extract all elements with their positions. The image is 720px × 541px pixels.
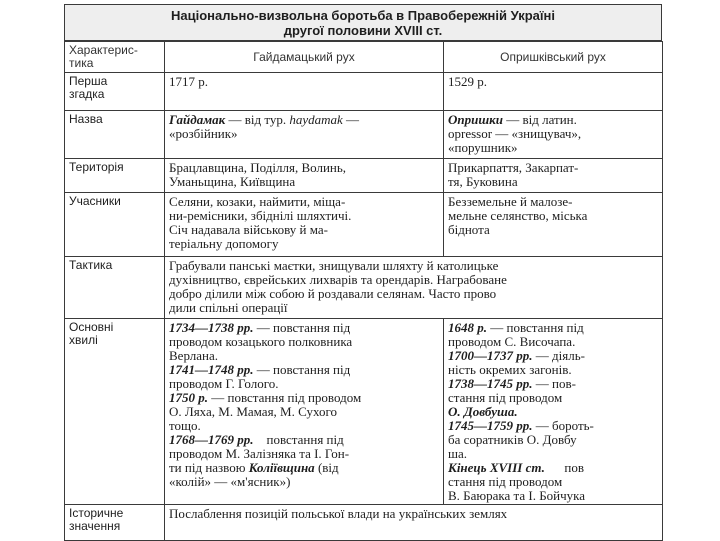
label-line: Тактика (69, 258, 113, 272)
cell-line: проводом Г. Голого. (169, 376, 279, 391)
label-participants (65, 193, 165, 257)
label-line: Історичне (69, 506, 124, 520)
cell-line: Брацлавщина, Поділля, Волинь, (169, 160, 347, 175)
cell-line: «колій» — «м'ясник») (169, 474, 291, 489)
row-waves (65, 319, 663, 505)
row-participants (65, 193, 663, 257)
cell-line: Селяни, козаки, наймити, міща- (169, 194, 346, 209)
text-fragment: (від (314, 460, 339, 475)
cell-line: Прикарпаття, Закарпат- (448, 160, 579, 175)
label-line: згадка (69, 87, 105, 101)
text-fragment: — пов- (532, 376, 576, 391)
table-title-line2: другої половини XVIII ст. (283, 22, 443, 38)
label-first-mention (65, 73, 165, 111)
cell-line: ни-ремісники, збіднілі шляхтичі. (169, 208, 352, 223)
cell-line: ша. (448, 446, 468, 461)
row-first-mention (65, 73, 663, 111)
text-fragment: — повстання під (253, 362, 351, 377)
cell-line: opressor — «знищувач», (448, 126, 582, 141)
label-territory (65, 159, 165, 193)
cell-significance: Послаблення позицій польської влади на українських землях (165, 505, 663, 541)
label-waves (65, 319, 165, 505)
header-opryshky: Опришківський рух (444, 42, 663, 73)
cell-line: добро ділили між собою й роздавали селянам. Часто прово (169, 286, 497, 301)
row-significance (65, 505, 663, 541)
cell-line (448, 377, 658, 391)
cell-haidamaky-participants (165, 193, 444, 257)
cell-line: тощо. (169, 418, 201, 433)
cell-line: проводом козацького полковника (169, 334, 353, 349)
header-characteristic (65, 42, 165, 73)
label-line: Територія (69, 160, 124, 174)
row-territory (65, 159, 663, 193)
text-fragment: — від латин. (503, 112, 577, 127)
foreign-word: haydamak (289, 112, 343, 127)
text-fragment: — від тур. (225, 112, 290, 127)
cell-line (169, 433, 439, 447)
header-characteristic-line2: тика (69, 56, 94, 70)
text-fragment: — (342, 112, 360, 127)
comparison-table (64, 41, 663, 541)
cell-opryshky-waves (444, 319, 663, 505)
term-opryshky: Опришки (448, 112, 503, 127)
cell-opryshky-first-mention: 1529 р. (444, 73, 663, 111)
date-term: Кінець XVIII ст. (448, 460, 545, 475)
cell-line: проводом М. Залізняка та І. Гон- (169, 446, 350, 461)
term-koliivshchyna: Коліївщина (248, 460, 315, 475)
label-name (65, 111, 165, 159)
cell-line (169, 363, 439, 377)
cell-line: Уманьщина, Київщина (169, 174, 296, 189)
date-term: 1700—1737 рр. (448, 348, 533, 363)
cell-line: ність окремих загонів. (448, 362, 572, 377)
date-term: 1745—1759 рр. (448, 418, 533, 433)
history-table-page (64, 4, 662, 533)
cell-line (169, 321, 439, 335)
date-term: 1648 р. (448, 320, 487, 335)
label-line: Учасники (69, 194, 121, 208)
cell-opryshky-territory (444, 159, 663, 193)
row-name (65, 111, 663, 159)
cell-line (169, 461, 439, 475)
label-tactics (65, 257, 165, 319)
cell-line: ба соратників О. Довбу (448, 432, 577, 447)
cell-line (169, 391, 439, 405)
cell-haidamaky-waves (165, 319, 444, 505)
cell-line: «порушник» (448, 140, 518, 155)
cell-line: мельне селянство, міська (448, 208, 588, 223)
label-line: Назва (69, 112, 103, 126)
cell-line: біднота (448, 222, 490, 237)
cell-line: проводом С. Височапа. (448, 334, 576, 349)
cell-line: дили спільні операції (169, 300, 288, 315)
cell-opryshky-participants (444, 193, 663, 257)
text-fragment: — діяль- (532, 348, 585, 363)
label-line: Перша (69, 74, 108, 88)
text-fragment: пов (544, 460, 585, 475)
header-haidamaky: Гайдамацький рух (165, 42, 444, 73)
date-term: 1738—1745 рр. (448, 376, 533, 391)
date-term: 1768—1769 рр. (169, 432, 254, 447)
term-haidamak: Гайдамак (169, 112, 226, 127)
text-fragment: повстання під (253, 432, 344, 447)
cell-line: В. Баюрака та І. Бойчука (448, 488, 586, 503)
header-row (65, 42, 663, 73)
label-line: значення (69, 519, 121, 533)
row-tactics (65, 257, 663, 319)
label-line: хвилі (69, 333, 98, 347)
text-fragment: — повстання під (253, 320, 351, 335)
text-fragment: — повстання під (487, 320, 584, 335)
cell-line (448, 349, 658, 363)
cell-line: Безземельне й малозе- (448, 194, 573, 209)
table-title (64, 4, 662, 41)
cell-line (448, 321, 658, 335)
header-characteristic-line1: Характерис- (69, 43, 138, 57)
text-fragment: — бороть- (532, 418, 594, 433)
cell-line: стання під проводом (448, 390, 563, 405)
cell-line: «розбійник» (169, 126, 238, 141)
cell-tactics (165, 257, 663, 319)
label-line: Основні (69, 320, 114, 334)
cell-line: О. Довбуша. (448, 404, 518, 419)
cell-haidamaky-territory (165, 159, 444, 193)
cell-line: Січ надавала військову й ма- (169, 222, 328, 237)
cell-line: теріальну допомогу (169, 236, 279, 251)
cell-haidamaky-first-mention: 1717 р. (165, 73, 444, 111)
cell-opryshky-name (444, 111, 663, 159)
date-term: 1741—1748 рр. (169, 362, 254, 377)
text-fragment: — повстання під проводом (208, 390, 362, 405)
cell-line (448, 419, 658, 433)
cell-line: О. Ляха, М. Мамая, М. Сухого (169, 404, 337, 419)
date-term: 1750 р. (169, 390, 208, 405)
cell-line: Верлана. (169, 348, 219, 363)
table-title-line1: Національно-визвольна боротьба в Правобережній Україні (170, 7, 555, 23)
label-significance (65, 505, 165, 541)
cell-line: духівництво, єврейських лихварів та орендарів. Награбоване (169, 272, 507, 287)
cell-line: тя, Буковина (448, 174, 518, 189)
cell-line (169, 113, 439, 127)
cell-line (448, 113, 658, 127)
cell-haidamaky-name (165, 111, 444, 159)
cell-line (448, 461, 658, 475)
cell-line: Грабували панські маєтки, знищували шляхту й католицьке (169, 258, 499, 273)
date-term: 1734—1738 рр. (169, 320, 254, 335)
text-fragment: ти під назвою (169, 460, 249, 475)
cell-line: стання під проводом (448, 474, 563, 489)
